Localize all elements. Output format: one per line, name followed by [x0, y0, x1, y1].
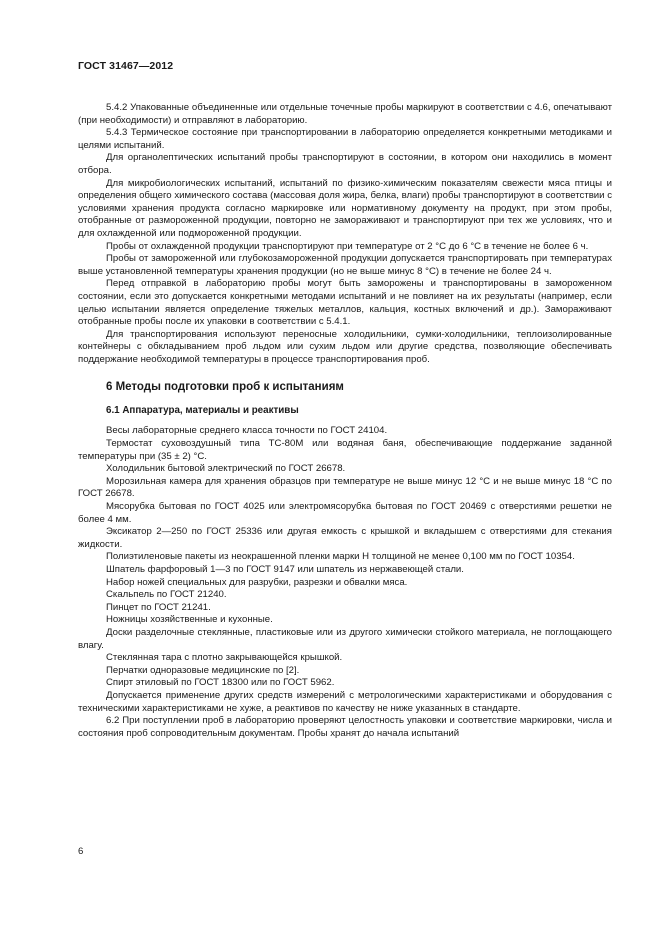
paragraph: Пробы от охлажденной продукции транспортируют при температуре от 2 °С до 6 °С в течение не более 6 ч.: [106, 240, 589, 252]
paragraph: 5.4.2 Упакованные объединенные или отдельные точечные пробы маркируют в соответствии с 4.6, опечатывают (при необходимости) и отправляют в лабораторию.: [78, 102, 612, 126]
section-heading: 6 Методы подготовки проб к испытаниям: [106, 381, 344, 394]
paragraph: 6.2 При поступлении проб в лабораторию проверяют целостность упаковки и соответствие маркировки, числа и состояния проб сопроводительным документам. Пробы хранят до начала испытаний: [78, 715, 612, 739]
page-number: 6: [78, 846, 84, 857]
paragraph: Для микробиологических испытаний, испытаний по физико-химическим показателям свежести мяса птицы и определения общего химического состава (массовая доля жира, белка, влаги) пробы транспортируют в соответствии с условиями хранения продукта согласно маркировке или нормативному документу на продукт, при этом пробы, отобранные от размороженной продукции, повторно не замораживают и транспортируют при тех же условиях, что и для охлажденной или подмороженной продукции.: [78, 177, 612, 239]
paragraph: Морозильная камера для хранения образцов при температуре не выше минус 12 °С и не выше минус 18 °С по ГОСТ 26678.: [78, 475, 612, 500]
paragraph: Пинцет по ГОСТ 21241.: [106, 601, 211, 613]
paragraph: Ножницы хозяйственные и кухонные.: [106, 614, 273, 626]
paragraph: Набор ножей специальных для разрубки, разрезки и обвалки мяса.: [106, 576, 408, 588]
paragraph: Весы лабораторные среднего класса точности по ГОСТ 24104.: [106, 425, 388, 437]
document-header: ГОСТ 31467—2012: [78, 60, 174, 72]
paragraph: Термостат суховоздушный типа ТС-80М или водяная баня, обеспечивающие поддержание заданной температуры при (35 ± 2) °С.: [78, 438, 612, 462]
subsection-heading: 6.1 Аппаратура, материалы и реактивы: [106, 405, 299, 417]
paragraph: Мясорубка бытовая по ГОСТ 4025 или электромясорубка бытовая по ГОСТ 20469 с отверстиями решетки не более 4 мм.: [78, 501, 612, 525]
paragraph: Для органолептических испытаний пробы транспортируют в состоянии, в котором они находились в момент отбора.: [78, 152, 612, 176]
paragraph: Шпатель фарфоровый 1—3 по ГОСТ 9147 или шпатель из нержавеющей стали.: [106, 564, 464, 575]
paragraph: Для транспортирования используют переносные холодильники, сумки-холодильники, теплоизолированные контейнеры с обкладыванием проб льдом или сухим льдом или другие средства, позволяющие обеспечивать поддержание необходимой температуры в процессе транспортирования проб.: [78, 328, 612, 365]
paragraph: Спирт этиловый по ГОСТ 18300 или по ГОСТ 5962.: [106, 677, 335, 689]
paragraph: Пробы от замороженной или глубокозамороженной продукции допускается транспортировать при температурах выше установленной температуры хранения продукции (но не выше минус 8 °С) в течение не более 24 ч.: [78, 253, 612, 277]
paragraph: Эксикатор 2—250 по ГОСТ 25336 или другая емкость с крышкой и вкладышем с отверстиями для стекания жидкости.: [78, 526, 612, 550]
paragraph: Стеклянная тара с плотно закрывающейся крышкой.: [106, 652, 343, 664]
page-body: [78, 102, 612, 740]
paragraph: Допускается применение других средств измерений с метрологическими характеристиками и оборудования с техническими характеристиками не хуже, а реактивов по качеству не ниже указанных в стандарте.: [78, 689, 612, 714]
paragraph: 5.4.3 Термическое состояние при транспортировании в лабораторию определяется конкретными методиками и целями испытаний.: [78, 127, 612, 151]
paragraph: Доски разделочные стеклянные, пластиковые или из другого химически стойкого материала, не поглощающего влагу.: [78, 626, 612, 651]
paragraph: Перед отправкой в лабораторию пробы могут быть заморожены и транспортированы в замороженном состоянии, если это допускается конкретными методами испытаний и не повлияет на их результаты (например, если целью испытании является определение тяжелых металлов, кальция, костных включений и др.). Замораживают отобранные пробы после их упаковки в соответствии с 5.4.1.: [78, 278, 612, 328]
paragraph: Скальпель по ГОСТ 21240.: [106, 589, 227, 601]
paragraph: Полиэтиленовые пакеты из неокрашенной пленки марки Н толщиной не менее 0,100 мм по ГОСТ 10354.: [106, 551, 575, 563]
paragraph: Холодильник бытовой электрический по ГОСТ 26678.: [106, 463, 346, 475]
paragraph: Перчатки одноразовые медицинские по [2].: [106, 664, 300, 676]
